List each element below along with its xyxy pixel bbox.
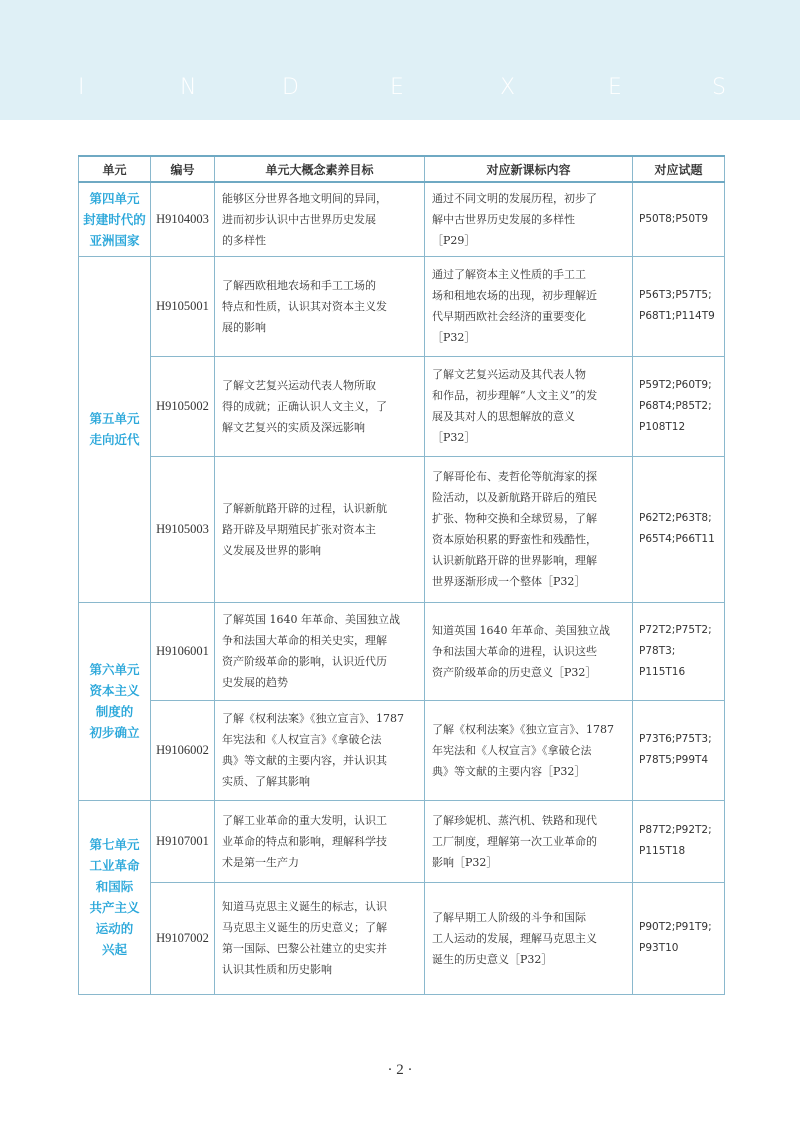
text-line: 争和法国大革命的相关史实，理解 (222, 634, 387, 647)
header-standard: 对应新课标内容 (425, 156, 633, 182)
text-line: 制度的 (95, 704, 134, 719)
text-line: 了解英国 1640 年革命、美国独立战 (222, 613, 400, 626)
text-line: P90T2;P91T9; (639, 921, 712, 933)
questions-cell (633, 456, 725, 602)
text-line: 展及其对人的思想解放的意义 (432, 410, 575, 423)
text-line: 影响［P32］ (432, 855, 498, 869)
text-line: 解文艺复兴的实质及深远影响 (222, 420, 365, 434)
header-questions: 对应试题 (633, 156, 725, 182)
text-line: 扩张、物种交换和全球贸易，了解 (432, 512, 597, 525)
table-row (79, 602, 725, 700)
goal-cell (215, 882, 425, 994)
questions-cell (633, 700, 725, 800)
header-unit: 单元 (79, 156, 151, 182)
text-line: P78T3; (639, 644, 676, 657)
table-body (79, 182, 725, 994)
goal-cell (215, 456, 425, 602)
goal-cell (215, 182, 425, 256)
watermark-letter: E (608, 75, 622, 100)
text-line: 代早期西欧社会经济的重要变化 (432, 310, 586, 323)
page-number: · 2 · (387, 1062, 413, 1078)
text-line: 第六单元 (89, 662, 140, 677)
questions-cell (633, 800, 725, 882)
text-line: 初步确立 (89, 725, 140, 740)
text-line: 了解珍妮机、蒸汽机、铁路和现代 (432, 813, 597, 827)
text-line: 认识其性质和历史影响 (222, 963, 332, 976)
text-line: 了解西欧租地农场和手工工场的 (222, 278, 376, 292)
text-line: 工厂制度，理解第一次工业革命的 (432, 834, 597, 848)
table-row (79, 456, 725, 602)
unit-name (79, 182, 151, 256)
text-line: 马克思主义诞生的历史意义；了解 (222, 921, 387, 934)
table-row (79, 800, 725, 882)
text-line: 第五单元 (89, 411, 140, 426)
unit-name (79, 800, 151, 994)
table-row (79, 882, 725, 994)
text-line: 场和租地农场的出现，初步理解近 (432, 289, 597, 302)
code-cell: H9105002 (151, 356, 215, 456)
text-line: 了解文艺复兴运动代表人物所取 (222, 378, 376, 392)
text-line: 资产阶级革命的历史意义［P32］ (432, 665, 597, 679)
code-cell: H9105003 (151, 456, 215, 602)
header-goal: 单元大概念素养目标 (215, 156, 425, 182)
text-line: P73T6;P75T3; (639, 733, 712, 745)
text-line: ［P32］ (432, 331, 476, 344)
text-line: 工业革命 (89, 858, 140, 873)
text-line: 展的影响 (222, 320, 266, 334)
standard-cell (425, 882, 633, 994)
text-line: P68T4;P85T2; (639, 399, 712, 412)
standard-cell (425, 700, 633, 800)
standard-cell (425, 256, 633, 356)
goal-cell (215, 602, 425, 700)
goal-cell (215, 800, 425, 882)
text-line: 义发展及世界的影响 (222, 543, 321, 557)
text-line: 共产主义 (89, 900, 140, 915)
text-line: 工人运动的发展，理解马克思主义 (432, 931, 597, 945)
table-header-row (79, 156, 725, 182)
watermark-letter: S (712, 75, 726, 100)
text-line: ［P29］ (432, 233, 476, 247)
text-line: 业革命的特点和影响，理解科学技 (222, 834, 387, 848)
text-line: 解中古世界历史发展的多样性 (432, 212, 575, 226)
code-cell: H9105001 (151, 256, 215, 356)
text-line: P108T12 (639, 420, 686, 433)
text-line: 世界逐渐形成一个整体［P32］ (432, 575, 586, 588)
text-line: 路开辟及早期殖民扩张对资本主 (222, 522, 376, 536)
text-line: 年宪法和《人权宣言》《拿破仑法 (222, 733, 382, 746)
text-line: P65T4;P66T11 (639, 533, 715, 545)
text-line: 术是第一生产力 (222, 855, 299, 869)
text-line: 了解文艺复兴运动及其代表人物 (432, 368, 586, 381)
code-cell: H9104003 (151, 182, 215, 256)
standard-cell (425, 182, 633, 256)
table-row (79, 356, 725, 456)
text-line: ［P32］ (432, 431, 476, 444)
text-line: P62T2;P63T8; (639, 512, 712, 524)
standard-cell (425, 602, 633, 700)
text-line: 进而初步认识中古世界历史发展 (222, 212, 376, 226)
text-line: 典》等文献的主要内容，并认识其 (222, 754, 387, 767)
text-line: 和作品，初步理解“人文主义”的发 (432, 389, 598, 402)
text-line: 了解新航路开辟的过程，认识新航 (222, 501, 387, 515)
watermark-letter: N (180, 75, 197, 100)
watermark-letter: X (500, 75, 516, 100)
watermark-letter: D (282, 75, 299, 100)
indexes-watermark (0, 75, 800, 105)
code-cell: H9106001 (151, 602, 215, 700)
unit-name (79, 256, 151, 602)
text-line: 险活动，以及新航路开辟后的殖民 (432, 491, 597, 504)
text-line: 特点和性质，认识其对资本主义发 (222, 299, 387, 313)
goal-cell (215, 356, 425, 456)
text-line: 走向近代 (89, 432, 140, 447)
text-line: P115T16 (639, 665, 686, 678)
standard-cell (425, 356, 633, 456)
text-line: P50T8;P50T9 (639, 212, 709, 225)
header-banner (0, 0, 800, 120)
text-line: 封建时代的 (83, 211, 146, 227)
table-row (79, 182, 725, 256)
text-line: 知道英国 1640 年革命、美国独立战 (432, 623, 610, 637)
text-line: P59T2;P60T9; (639, 378, 712, 391)
text-line: 典》等文献的主要内容［P32］ (432, 764, 586, 778)
text-line: P93T10 (639, 942, 679, 954)
watermark-letter: E (390, 75, 404, 100)
text-line: 运动的 (95, 921, 134, 936)
text-line: P78T5;P99T4 (639, 754, 709, 766)
standard-cell (425, 800, 633, 882)
text-line: 资本原始积累的野蛮性和残酷性， (432, 533, 597, 546)
code-cell: H9106002 (151, 700, 215, 800)
questions-cell (633, 356, 725, 456)
text-line: 通过不同文明的发展历程，初步了 (432, 191, 597, 205)
text-line: P56T3;P57T5; (639, 289, 712, 301)
index-table (78, 155, 725, 995)
text-line: 了解《权利法案》《独立宣言》、1787 (432, 722, 614, 736)
text-line: 能够区分世界各地文明间的异同， (222, 191, 387, 205)
goal-cell (215, 256, 425, 356)
text-line: 了解工业革命的重大发明，认识工 (222, 813, 387, 827)
text-line: 资产阶级革命的影响，认识近代历 (222, 655, 387, 668)
text-line: 和国际 (95, 879, 134, 894)
code-cell: H9107002 (151, 882, 215, 994)
text-line: 得的成就；正确认识人文主义，了 (222, 399, 387, 413)
text-line: P68T1;P114T9 (639, 310, 715, 322)
text-line: 兴起 (101, 942, 127, 957)
text-line: 第四单元 (89, 190, 140, 206)
unit-name (79, 602, 151, 800)
text-line: 第一国际、巴黎公社建立的史实并 (222, 942, 387, 955)
text-line: 资本主义 (89, 683, 140, 698)
table-row (79, 256, 725, 356)
text-line: 的多样性 (222, 233, 266, 247)
questions-cell (633, 256, 725, 356)
text-line: P72T2;P75T2; (639, 623, 712, 636)
text-line: 第七单元 (89, 837, 140, 852)
text-line: 了解哥伦布、麦哲伦等航海家的探 (432, 470, 597, 483)
text-line: 通过了解资本主义性质的手工工 (432, 268, 586, 281)
standard-cell (425, 456, 633, 602)
header-code: 编号 (151, 156, 215, 182)
goal-cell (215, 700, 425, 800)
watermark-letter: I (78, 75, 85, 100)
table-row (79, 700, 725, 800)
text-line: 了解早期工人阶级的斗争和国际 (432, 910, 586, 924)
text-line: 知道马克思主义诞生的标志，认识 (222, 900, 387, 913)
text-line: 亚洲国家 (89, 232, 140, 248)
text-line: 年宪法和《人权宣言》《拿破仑法 (432, 743, 592, 757)
text-line: 史发展的趋势 (222, 676, 288, 689)
text-line: 诞生的历史意义［P32］ (432, 952, 553, 966)
questions-cell (633, 882, 725, 994)
code-cell: H9107001 (151, 800, 215, 882)
text-line: 实质、了解其影响 (222, 775, 310, 788)
text-line: P87T2;P92T2; (639, 824, 712, 836)
questions-cell (633, 602, 725, 700)
text-line: 了解《权利法案》《独立宣言》、1787 (222, 712, 404, 725)
questions-cell (633, 182, 725, 256)
text-line: 认识新航路开辟的世界影响，理解 (432, 554, 597, 567)
text-line: P115T18 (639, 845, 686, 857)
text-line: 争和法国大革命的进程，认识这些 (432, 644, 597, 658)
